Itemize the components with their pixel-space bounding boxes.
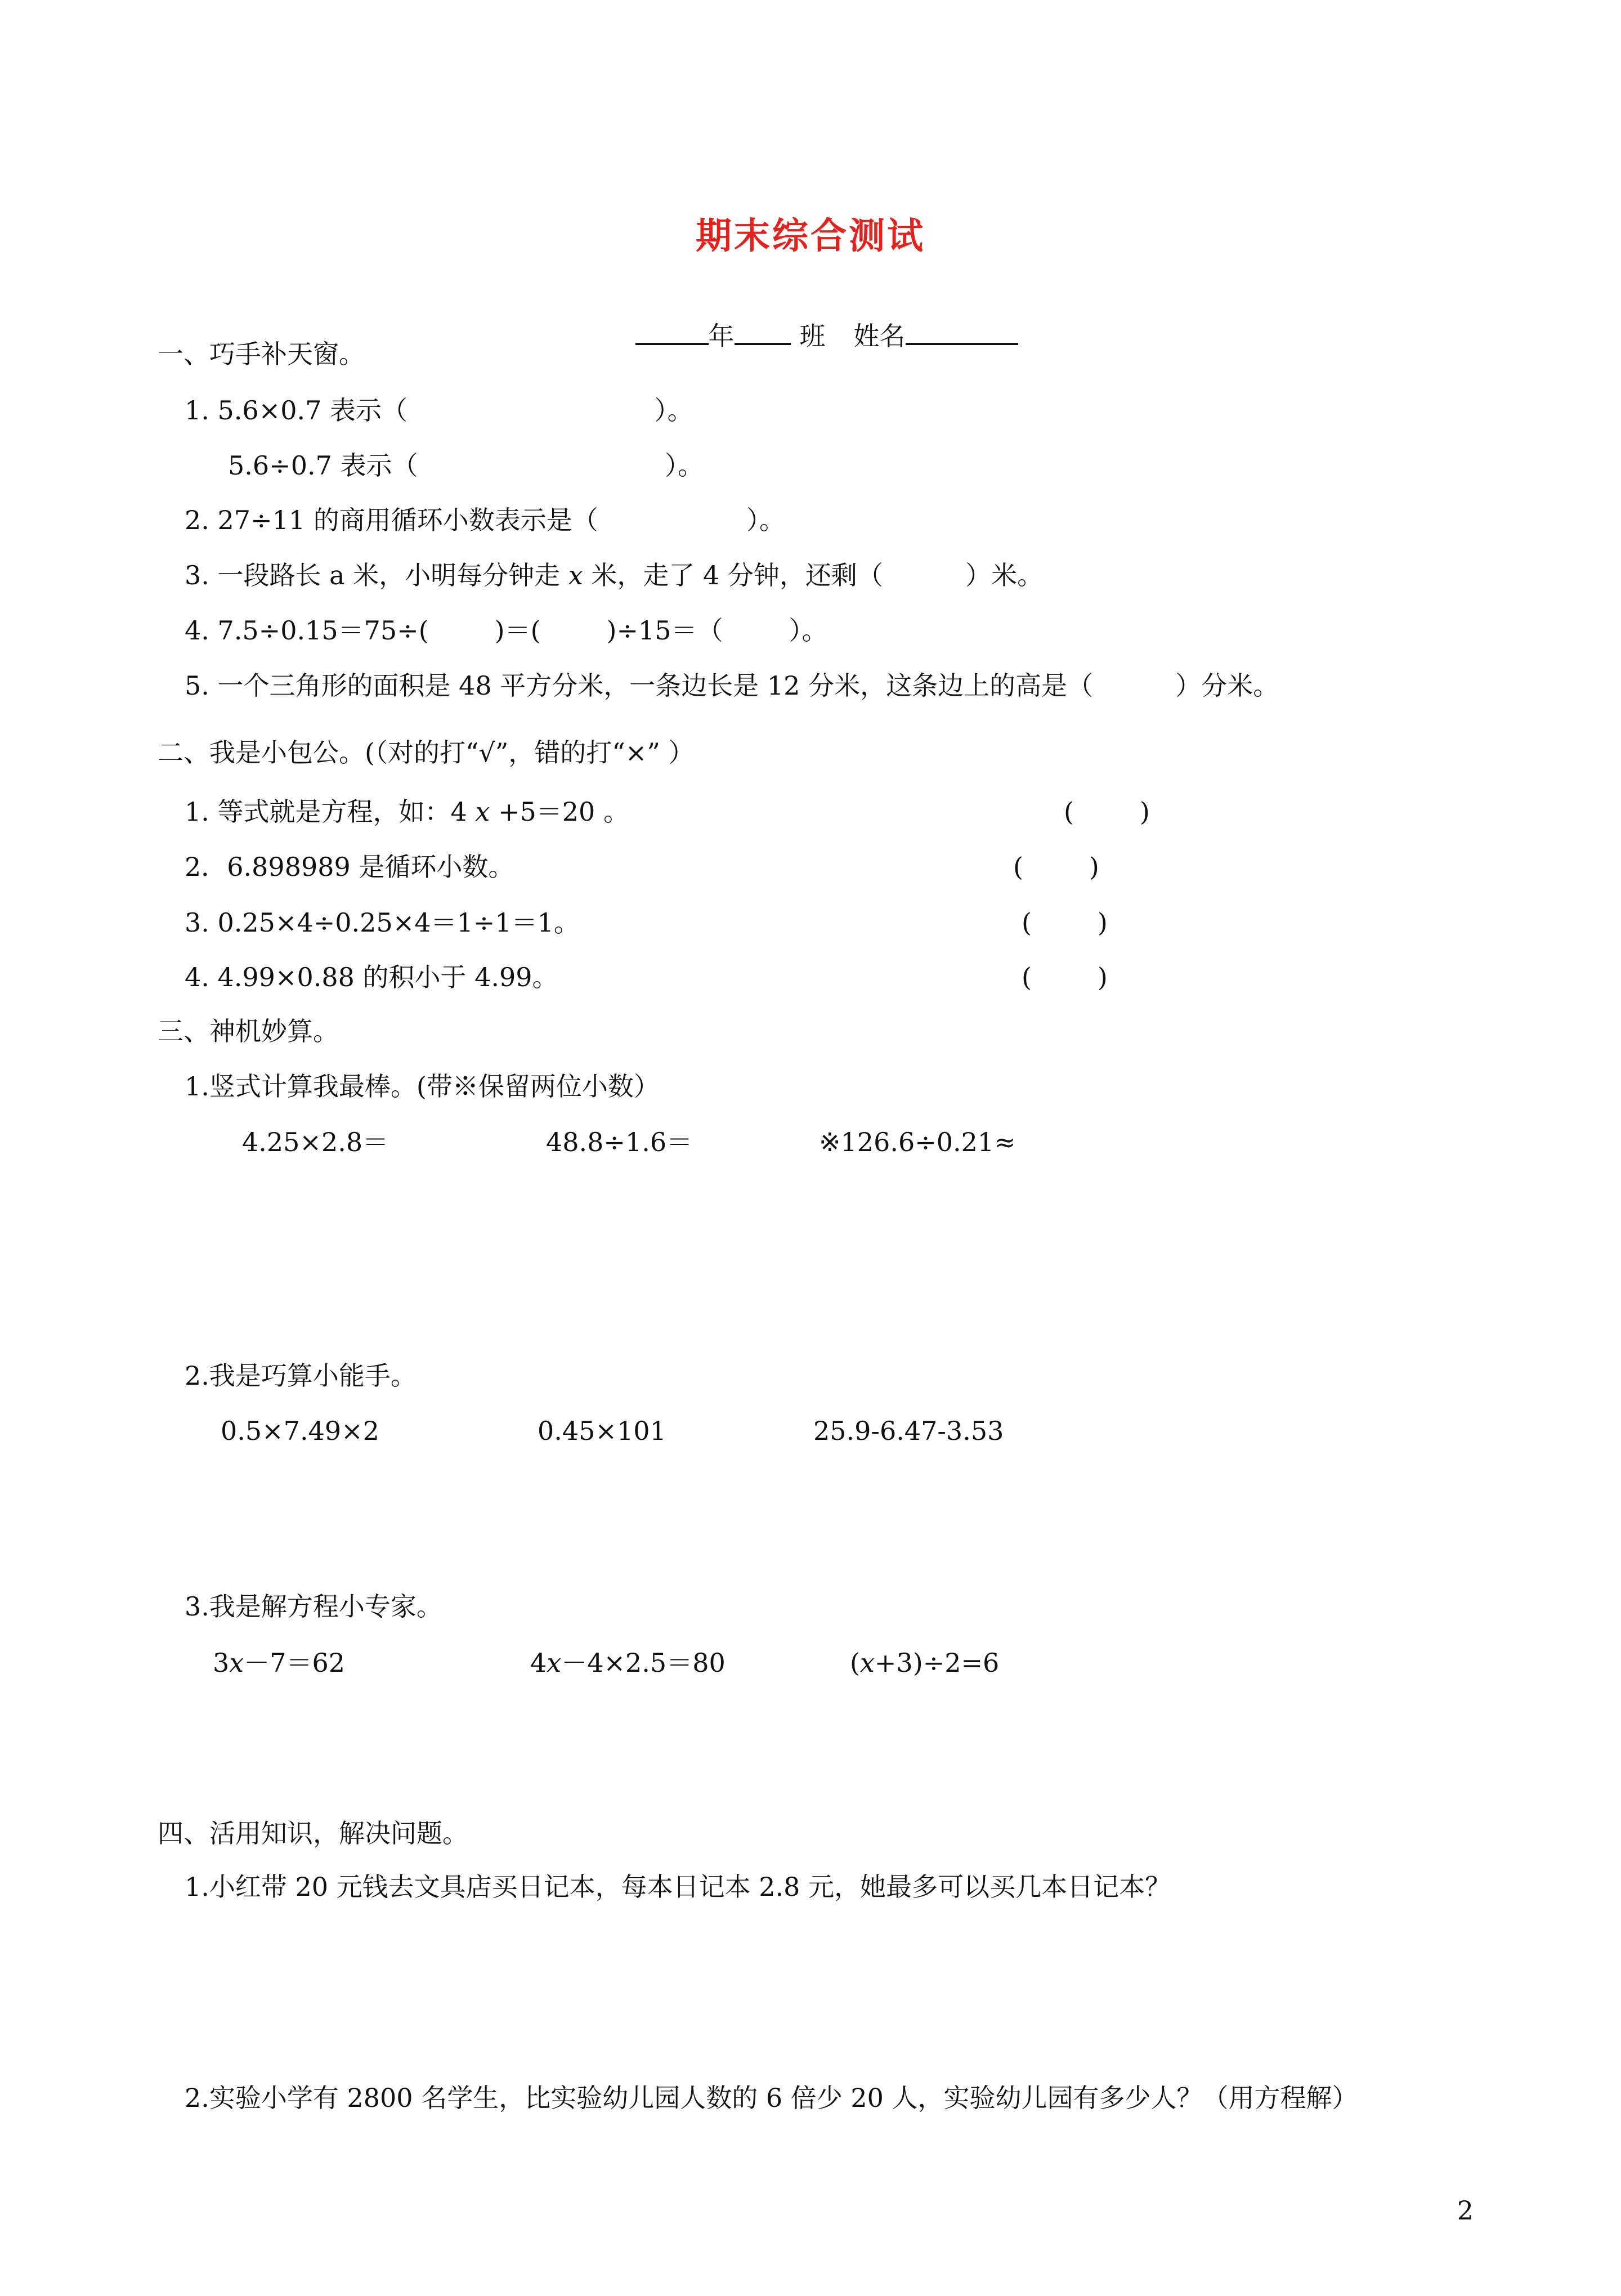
s1-question-4: 4. 7.5÷0.15＝75÷( )＝( )÷15＝（ ）。 — [185, 615, 828, 646]
s3-subheading-1: 1.竖式计算我最棒。(带※保留两位小数） — [185, 1071, 660, 1102]
calc-item: 25.9-6.47-3.53 — [813, 1416, 1004, 1446]
section-3-heading: 三、神机妙算。 — [158, 1016, 339, 1046]
student-info-line — [602, 279, 1018, 390]
equation-item: 3x－7＝62 — [213, 1648, 346, 1678]
year-label: 年 — [708, 321, 735, 351]
calc-item: 4.25×2.8＝ — [242, 1127, 389, 1157]
calc-item: 48.8÷1.6＝ — [546, 1127, 693, 1157]
s1-question-3: 3. 一段路长 a 米，小明每分钟走 x 米，走了 4 分钟，还剩（ ）米。 — [185, 560, 1044, 590]
s1-question-1a: 1. 5.6×0.7 表示（ ）。 — [185, 395, 693, 426]
section-4-heading: 四、活用知识，解决问题。 — [158, 1818, 468, 1849]
s3-subheading-2: 2.我是巧算小能手。 — [185, 1360, 417, 1391]
year-blank[interactable] — [635, 315, 709, 345]
s2-answer-paren-1[interactable]: ( ) — [1064, 796, 1150, 827]
equation-item: (x+3)÷2=6 — [850, 1648, 1000, 1678]
s1-question-1b: 5.6÷0.7 表示（ ）。 — [228, 450, 704, 481]
s4-question-1: 1.小红带 20 元钱去文具店买日记本，每本日记本 2.8 元，她最多可以买几本日记本？ — [185, 1872, 1171, 1902]
s2-answer-paren-3[interactable]: ( ) — [1022, 907, 1108, 938]
calc-item: 0.5×7.49×2 — [221, 1416, 379, 1446]
class-blank[interactable] — [735, 315, 791, 345]
page-number: 2 — [1457, 2195, 1474, 2226]
name-blank[interactable] — [906, 315, 1018, 345]
s2-question-1: 1. 等式就是方程，如：4 x +5＝20 。 — [185, 796, 629, 827]
variable-x: x — [568, 560, 583, 590]
s1-question-2: 2. 27÷11 的商用循环小数表示是（ ）。 — [185, 505, 785, 535]
s2-question-4: 4. 4.99×0.88 的积小于 4.99。 — [185, 962, 558, 992]
class-label: 班 — [799, 321, 826, 351]
page-title: 期末综合测试 — [696, 215, 925, 257]
equation-item: 4x－4×2.5＝80 — [530, 1648, 726, 1678]
section-2-heading: 二、我是小包公。(（对的打“√”，错的打“×” ） — [158, 737, 695, 768]
name-label: 姓名 — [853, 321, 906, 351]
s3-subheading-3: 3.我是解方程小专家。 — [185, 1591, 442, 1622]
calc-item: ※126.6÷0.21≈ — [819, 1127, 1016, 1157]
calc-item: 0.45×101 — [538, 1416, 666, 1446]
s1-question-5: 5. 一个三角形的面积是 48 平方分米，一条边长是 12 分米，这条边上的高是（ ）分米。 — [185, 670, 1279, 701]
s2-question-2: 2．6.898989 是循环小数。 — [185, 852, 514, 882]
section-1-heading: 一、巧手补天窗。 — [158, 339, 365, 369]
s2-answer-paren-2[interactable]: ( ) — [1013, 852, 1099, 882]
s2-answer-paren-4[interactable]: ( ) — [1022, 962, 1108, 992]
variable-x: x — [475, 796, 490, 827]
s2-question-3: 3. 0.25×4÷0.25×4＝1÷1＝1。 — [185, 907, 580, 938]
s4-question-2: 2.实验小学有 2800 名学生，比实验幼儿园人数的 6 倍少 20 人，实验幼儿园有多少人？（用方程解） — [185, 2083, 1358, 2113]
